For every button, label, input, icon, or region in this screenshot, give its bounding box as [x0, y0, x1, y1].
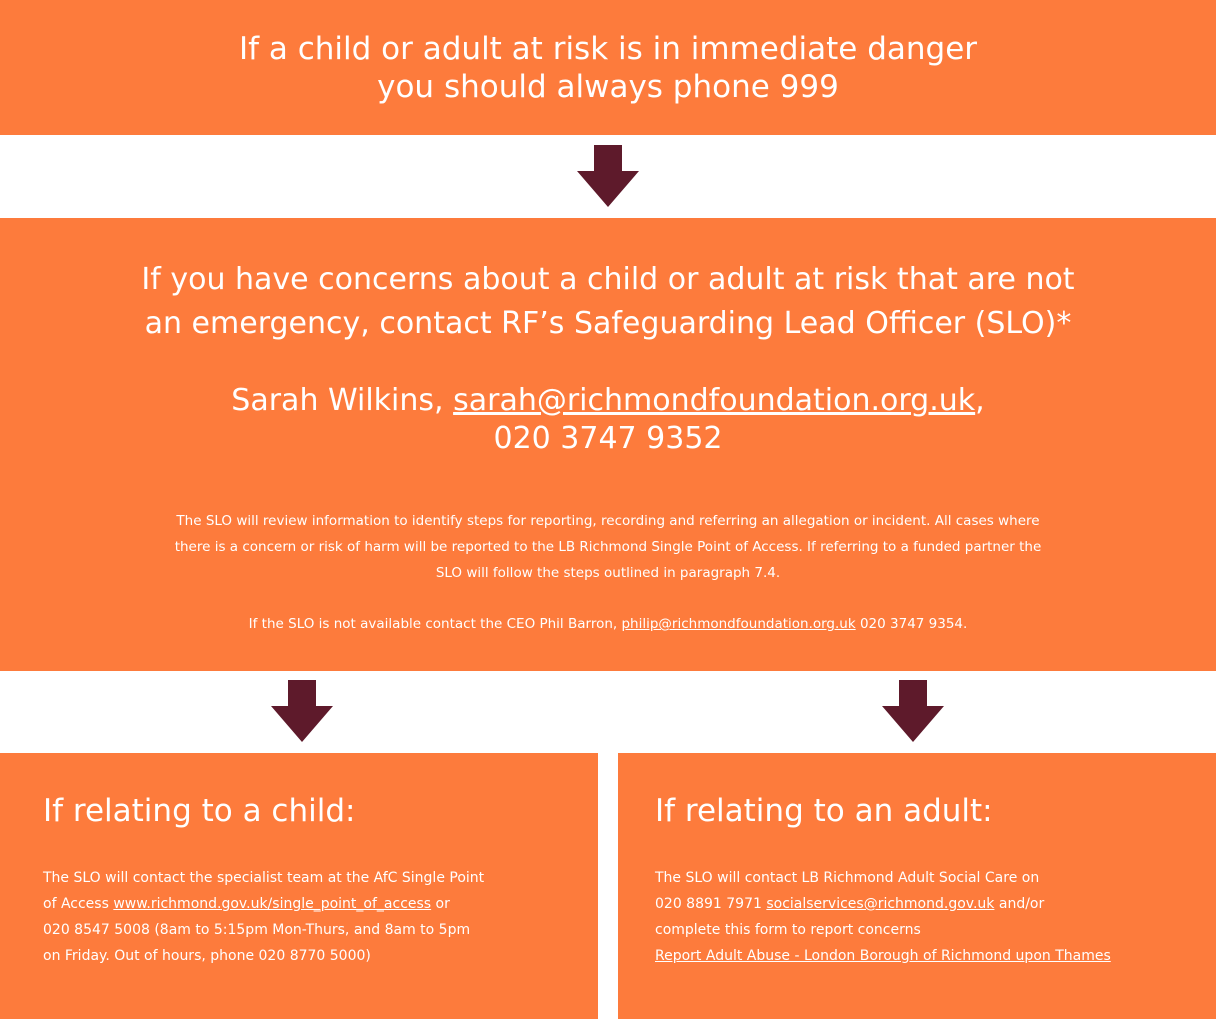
ceo-contact-text: If the SLO is not available contact the CEO Phil Barron, — [248, 616, 622, 632]
child-box — [0, 753, 598, 1019]
slo-contact-name: Sarah Wilkins, — [231, 383, 454, 418]
ceo-phone-text: 020 3747 9354. — [855, 616, 968, 632]
report-adult-abuse-link[interactable]: Report Adult Abuse - London Borough of Richmond upon Thames — [655, 948, 1111, 964]
slo-review-paragraph — [90, 508, 1126, 586]
slo-heading-line-1: If you have concerns about a child or adult at risk that are not — [141, 262, 1075, 297]
ceo-contact-paragraph — [90, 611, 1126, 637]
single-point-of-access-link[interactable]: www.richmond.gov.uk/single_point_of_access — [113, 896, 432, 912]
child-line-1: The SLO will contact the specialist team at the AfC Single Point — [43, 870, 485, 886]
slo-email-link[interactable]: sarah@richmondfoundation.org.uk — [453, 383, 976, 418]
adult-box — [618, 753, 1216, 1019]
child-line-3: 020 8547 5008 (8am to 5:15pm Mon-Thurs, and 8am to 5pm — [43, 922, 471, 938]
adult-line-3: complete this form to report concerns — [655, 922, 921, 938]
arrow-down-icon — [882, 680, 944, 742]
adult-line-2-end: and/or — [994, 896, 1045, 912]
slo-box — [0, 218, 1216, 671]
emergency-line-2: you should always phone 999 — [377, 68, 839, 105]
child-line-2-text: of Access — [43, 896, 114, 912]
arrow-down-icon — [271, 680, 333, 742]
social-services-email-link[interactable]: socialservices@richmond.gov.uk — [766, 896, 995, 912]
emergency-heading — [239, 30, 977, 106]
slo-review-line-2: there is a concern or risk of harm will be reported to the LB Richmond Single Point of Access. If referring to a funded partner the — [174, 539, 1042, 555]
arrow-down-icon — [577, 145, 639, 207]
adult-line-1: The SLO will contact LB Richmond Adult Social Care on — [655, 870, 1040, 886]
slo-contact — [40, 382, 1176, 458]
emergency-box — [0, 0, 1216, 135]
child-line-4: on Friday. Out of hours, phone 020 8770 5000) — [43, 948, 371, 964]
slo-contact-phone: 020 3747 9352 — [493, 421, 723, 456]
adult-line-2-text: 020 8891 7971 — [655, 896, 767, 912]
adult-body — [655, 865, 1205, 969]
emergency-line-1: If a child or adult at risk is in immediate danger — [238, 30, 978, 67]
child-heading: If relating to a child: — [43, 793, 356, 829]
slo-review-line-3: SLO will follow the steps outlined in paragraph 7.4. — [435, 565, 781, 581]
slo-heading — [40, 258, 1176, 346]
slo-heading-line-2: an emergency, contact RF’s Safeguarding Lead Officer (SLO)* — [144, 306, 1072, 341]
child-body — [43, 865, 583, 969]
ceo-email-link[interactable]: philip@richmondfoundation.org.uk — [621, 616, 856, 632]
slo-review-line-1: The SLO will review information to identify steps for reporting, recording and referring an allegation or incident. All cases where — [176, 513, 1040, 529]
adult-heading: If relating to an adult: — [655, 793, 993, 829]
slo-contact-comma: , — [975, 383, 985, 418]
child-line-2-end: or — [431, 896, 450, 912]
